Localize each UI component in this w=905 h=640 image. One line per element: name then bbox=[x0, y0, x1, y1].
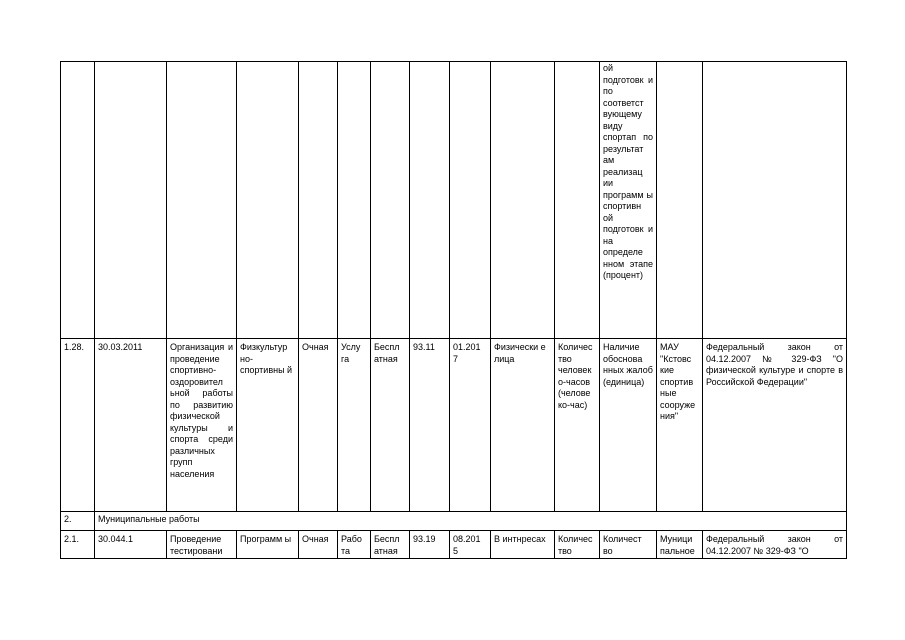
table-row-1-28 bbox=[61, 339, 847, 512]
cell-sphere: Физкультур но-спортивны й bbox=[237, 339, 299, 512]
cell-okpd: 08.201 5 bbox=[450, 531, 491, 559]
cell-okpd: 01.201 7 bbox=[450, 339, 491, 512]
section-header-row bbox=[61, 512, 847, 531]
table-row-2-1 bbox=[61, 531, 847, 559]
cell-institution: Муници пальное bbox=[657, 531, 703, 559]
cell-pay: Беспл атная bbox=[371, 531, 410, 559]
cell-volume: Количес тво bbox=[555, 531, 600, 559]
cell-name: Организация и проведение спортивно-оздоровител ьной работы по развитию физической культуры и спорта среди различных групп населения bbox=[167, 339, 237, 512]
cell-kind: Услу га bbox=[338, 339, 371, 512]
cell-volume bbox=[555, 62, 600, 339]
cell-okpd bbox=[450, 62, 491, 339]
cell-law: Федеральный закон от 04.12.2007 № 329-ФЗ "О bbox=[703, 531, 847, 559]
cell-date: 30.044.1 bbox=[95, 531, 167, 559]
cell-date bbox=[95, 62, 167, 339]
cell-volume: Количес тво человек о-часов (челове ко-час) bbox=[555, 339, 600, 512]
cell-num bbox=[61, 62, 95, 339]
cell-sphere bbox=[237, 62, 299, 339]
cell-quality: Наличие обоснова нных жалоб (единица) bbox=[600, 339, 657, 512]
cell-kind: Рабо та bbox=[338, 531, 371, 559]
cell-sphere: Программ ы bbox=[237, 531, 299, 559]
section-title: Муниципальные работы bbox=[95, 512, 847, 531]
cell-quality: Количест во bbox=[600, 531, 657, 559]
cell-okved bbox=[410, 62, 450, 339]
cell-consumers: В интнресах bbox=[491, 531, 555, 559]
cell-law: Федеральный закон от 04.12.2007 № 329-ФЗ "О физической культуре и спорте в Российской Федерации" bbox=[703, 339, 847, 512]
cell-num: 2. bbox=[61, 512, 95, 531]
cell-form: Очная bbox=[299, 531, 338, 559]
cell-kind bbox=[338, 62, 371, 339]
cell-name bbox=[167, 62, 237, 339]
cell-name: Проведение тестировани bbox=[167, 531, 237, 559]
cell-institution: МАУ "Кстовс кие спортив ные сооруже ния" bbox=[657, 339, 703, 512]
registry-table bbox=[60, 61, 847, 559]
cell-date: 30.03.2011 bbox=[95, 339, 167, 512]
cell-pay bbox=[371, 62, 410, 339]
cell-institution bbox=[657, 62, 703, 339]
cell-consumers: Физически е лица bbox=[491, 339, 555, 512]
cell-num: 1.28. bbox=[61, 339, 95, 512]
cell-okved: 93.11 bbox=[410, 339, 450, 512]
cell-law bbox=[703, 62, 847, 339]
cell-form: Очная bbox=[299, 339, 338, 512]
cell-okved: 93.19 bbox=[410, 531, 450, 559]
cell-quality-indicator: ой подготовк и по соответст вующему виду спортап по результат ам реализац ии программ ы спортивн ой подготовк и на определе нном этапе (процент) bbox=[600, 62, 657, 339]
cell-num: 2.1. bbox=[61, 531, 95, 559]
cell-form bbox=[299, 62, 338, 339]
cell-consumers bbox=[491, 62, 555, 339]
table-row-continued bbox=[61, 62, 847, 339]
cell-pay: Беспл атная bbox=[371, 339, 410, 512]
